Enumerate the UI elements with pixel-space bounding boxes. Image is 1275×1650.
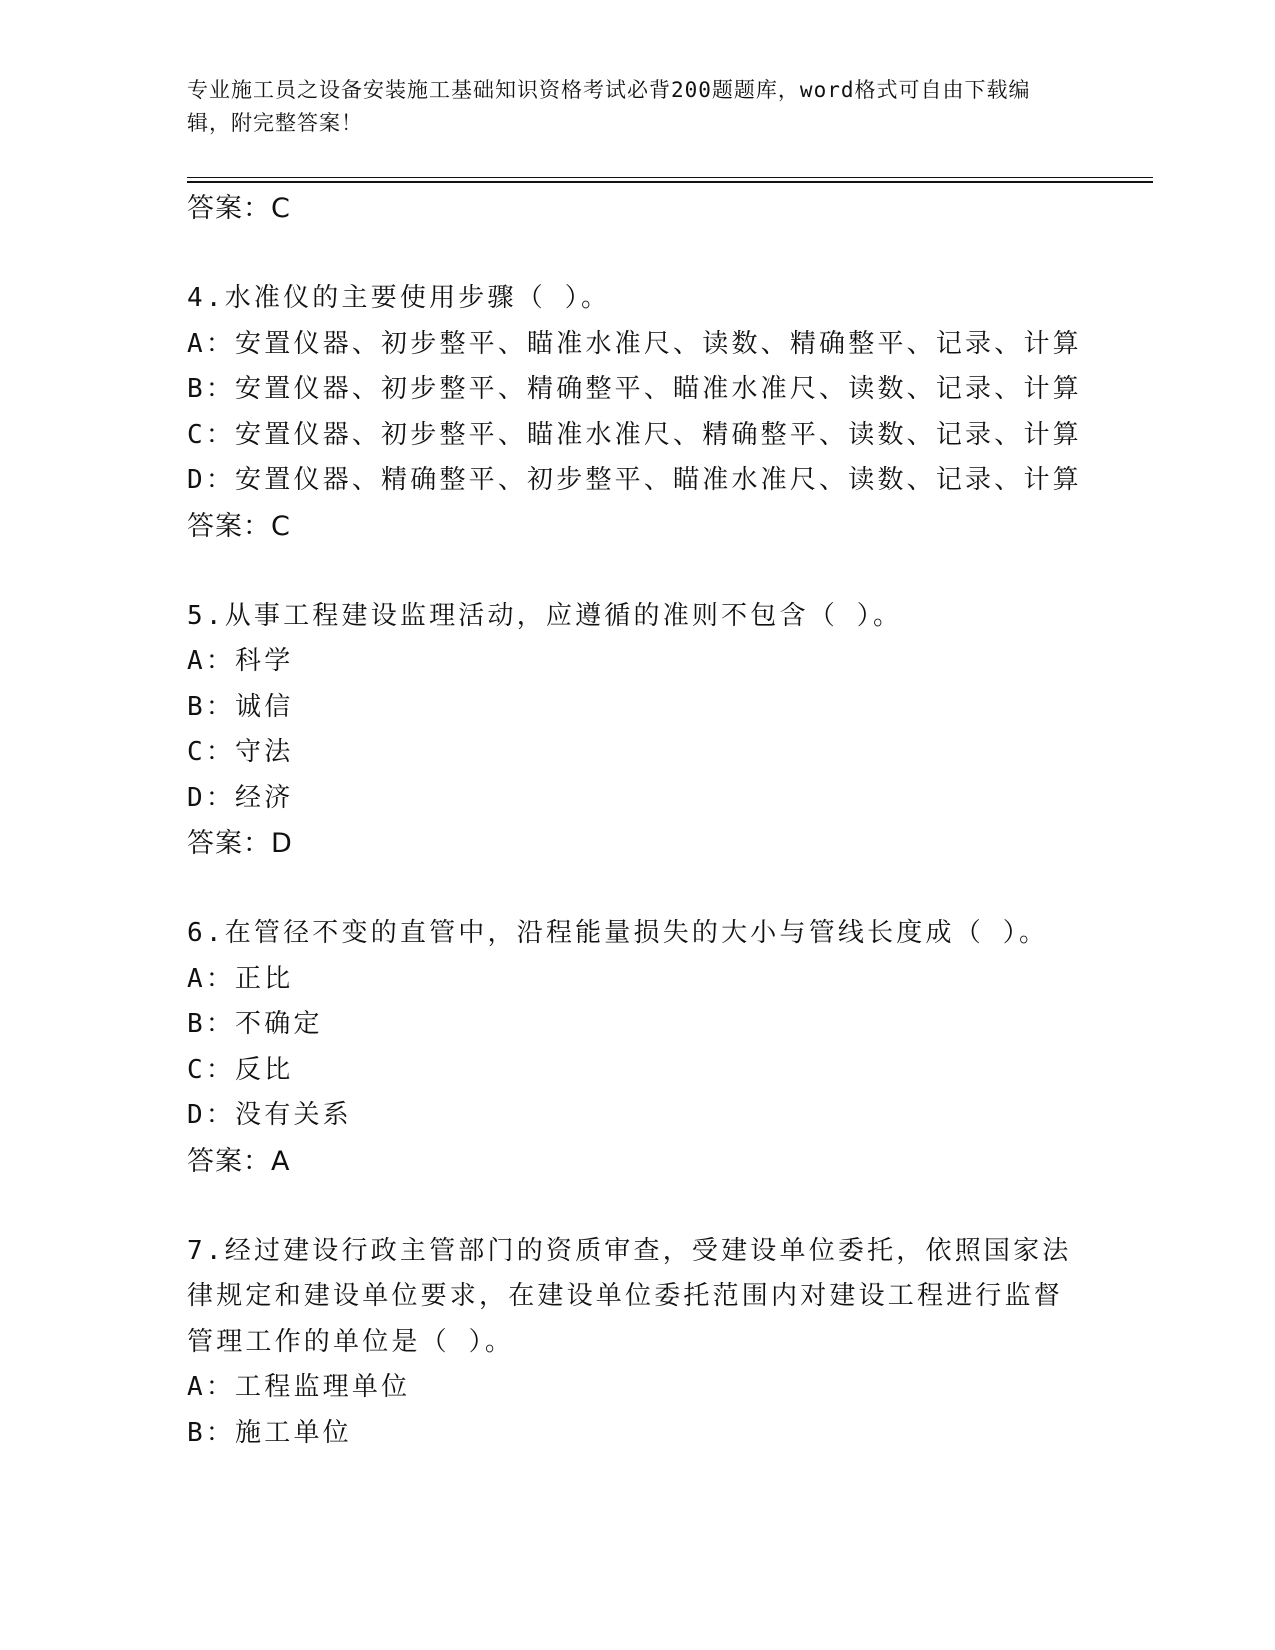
answer-line: 答案：C <box>187 510 291 542</box>
answer-line: 答案：C <box>187 193 291 224</box>
question-stem: 6.在管径不变的直管中，沿程能量损失的大小与管线长度成（ ）。 <box>187 918 1049 948</box>
header-divider-thick <box>187 181 1153 183</box>
answer-line: 答案：D <box>187 828 293 859</box>
option-d: D：安置仪器、精确整平、初步整平、瞄准水准尺、读数、记录、计算 <box>187 465 1082 495</box>
option-a: A：科学 <box>187 646 294 676</box>
page-header: 专业施工员之设备安装施工基础知识资格考试必背200题题库，word格式可自由下载编辑，附完整答案！ <box>187 78 1031 135</box>
question-block <box>187 594 1087 868</box>
question-stem: 4.水准仪的主要使用步骤（ ）。 <box>187 283 611 313</box>
question-block <box>187 911 1087 1185</box>
option-c: C：反比 <box>187 1054 294 1085</box>
header-divider-thin <box>187 177 1153 178</box>
option-a: A：正比 <box>187 963 294 994</box>
option-b: B：诚信 <box>187 691 294 722</box>
option-b: B：施工单位 <box>187 1417 352 1448</box>
option-d: D：没有关系 <box>187 1100 352 1130</box>
question-block <box>187 276 1087 550</box>
option-d: D：经济 <box>187 782 294 813</box>
option-c: C：安置仪器、初步整平、瞄准水准尺、精确整平、读数、记录、计算 <box>187 419 1082 450</box>
answer-line: 答案：A <box>187 1145 291 1177</box>
option-b: B：不确定 <box>187 1009 323 1039</box>
option-a: A：安置仪器、初步整平、瞄准水准尺、读数、精确整平、记录、计算 <box>187 328 1082 359</box>
question-stem: 5.从事工程建设监理活动，应遵循的准则不包含（ ）。 <box>187 600 903 631</box>
question-stem: 7.经过建设行政主管部门的资质审查，受建设单位委托，依照国家法律规定和建设单位要求，在建设单位委托范围内对建设工程进行监督管理工作的单位是（ ）。 <box>187 1235 1072 1357</box>
option-c: C：守法 <box>187 737 294 767</box>
option-b: B：安置仪器、初步整平、精确整平、瞄准水准尺、读数、记录、计算 <box>187 374 1082 404</box>
question-list <box>187 186 1087 1456</box>
question-block <box>187 1229 1087 1457</box>
option-a: A：工程监理单位 <box>187 1372 411 1402</box>
